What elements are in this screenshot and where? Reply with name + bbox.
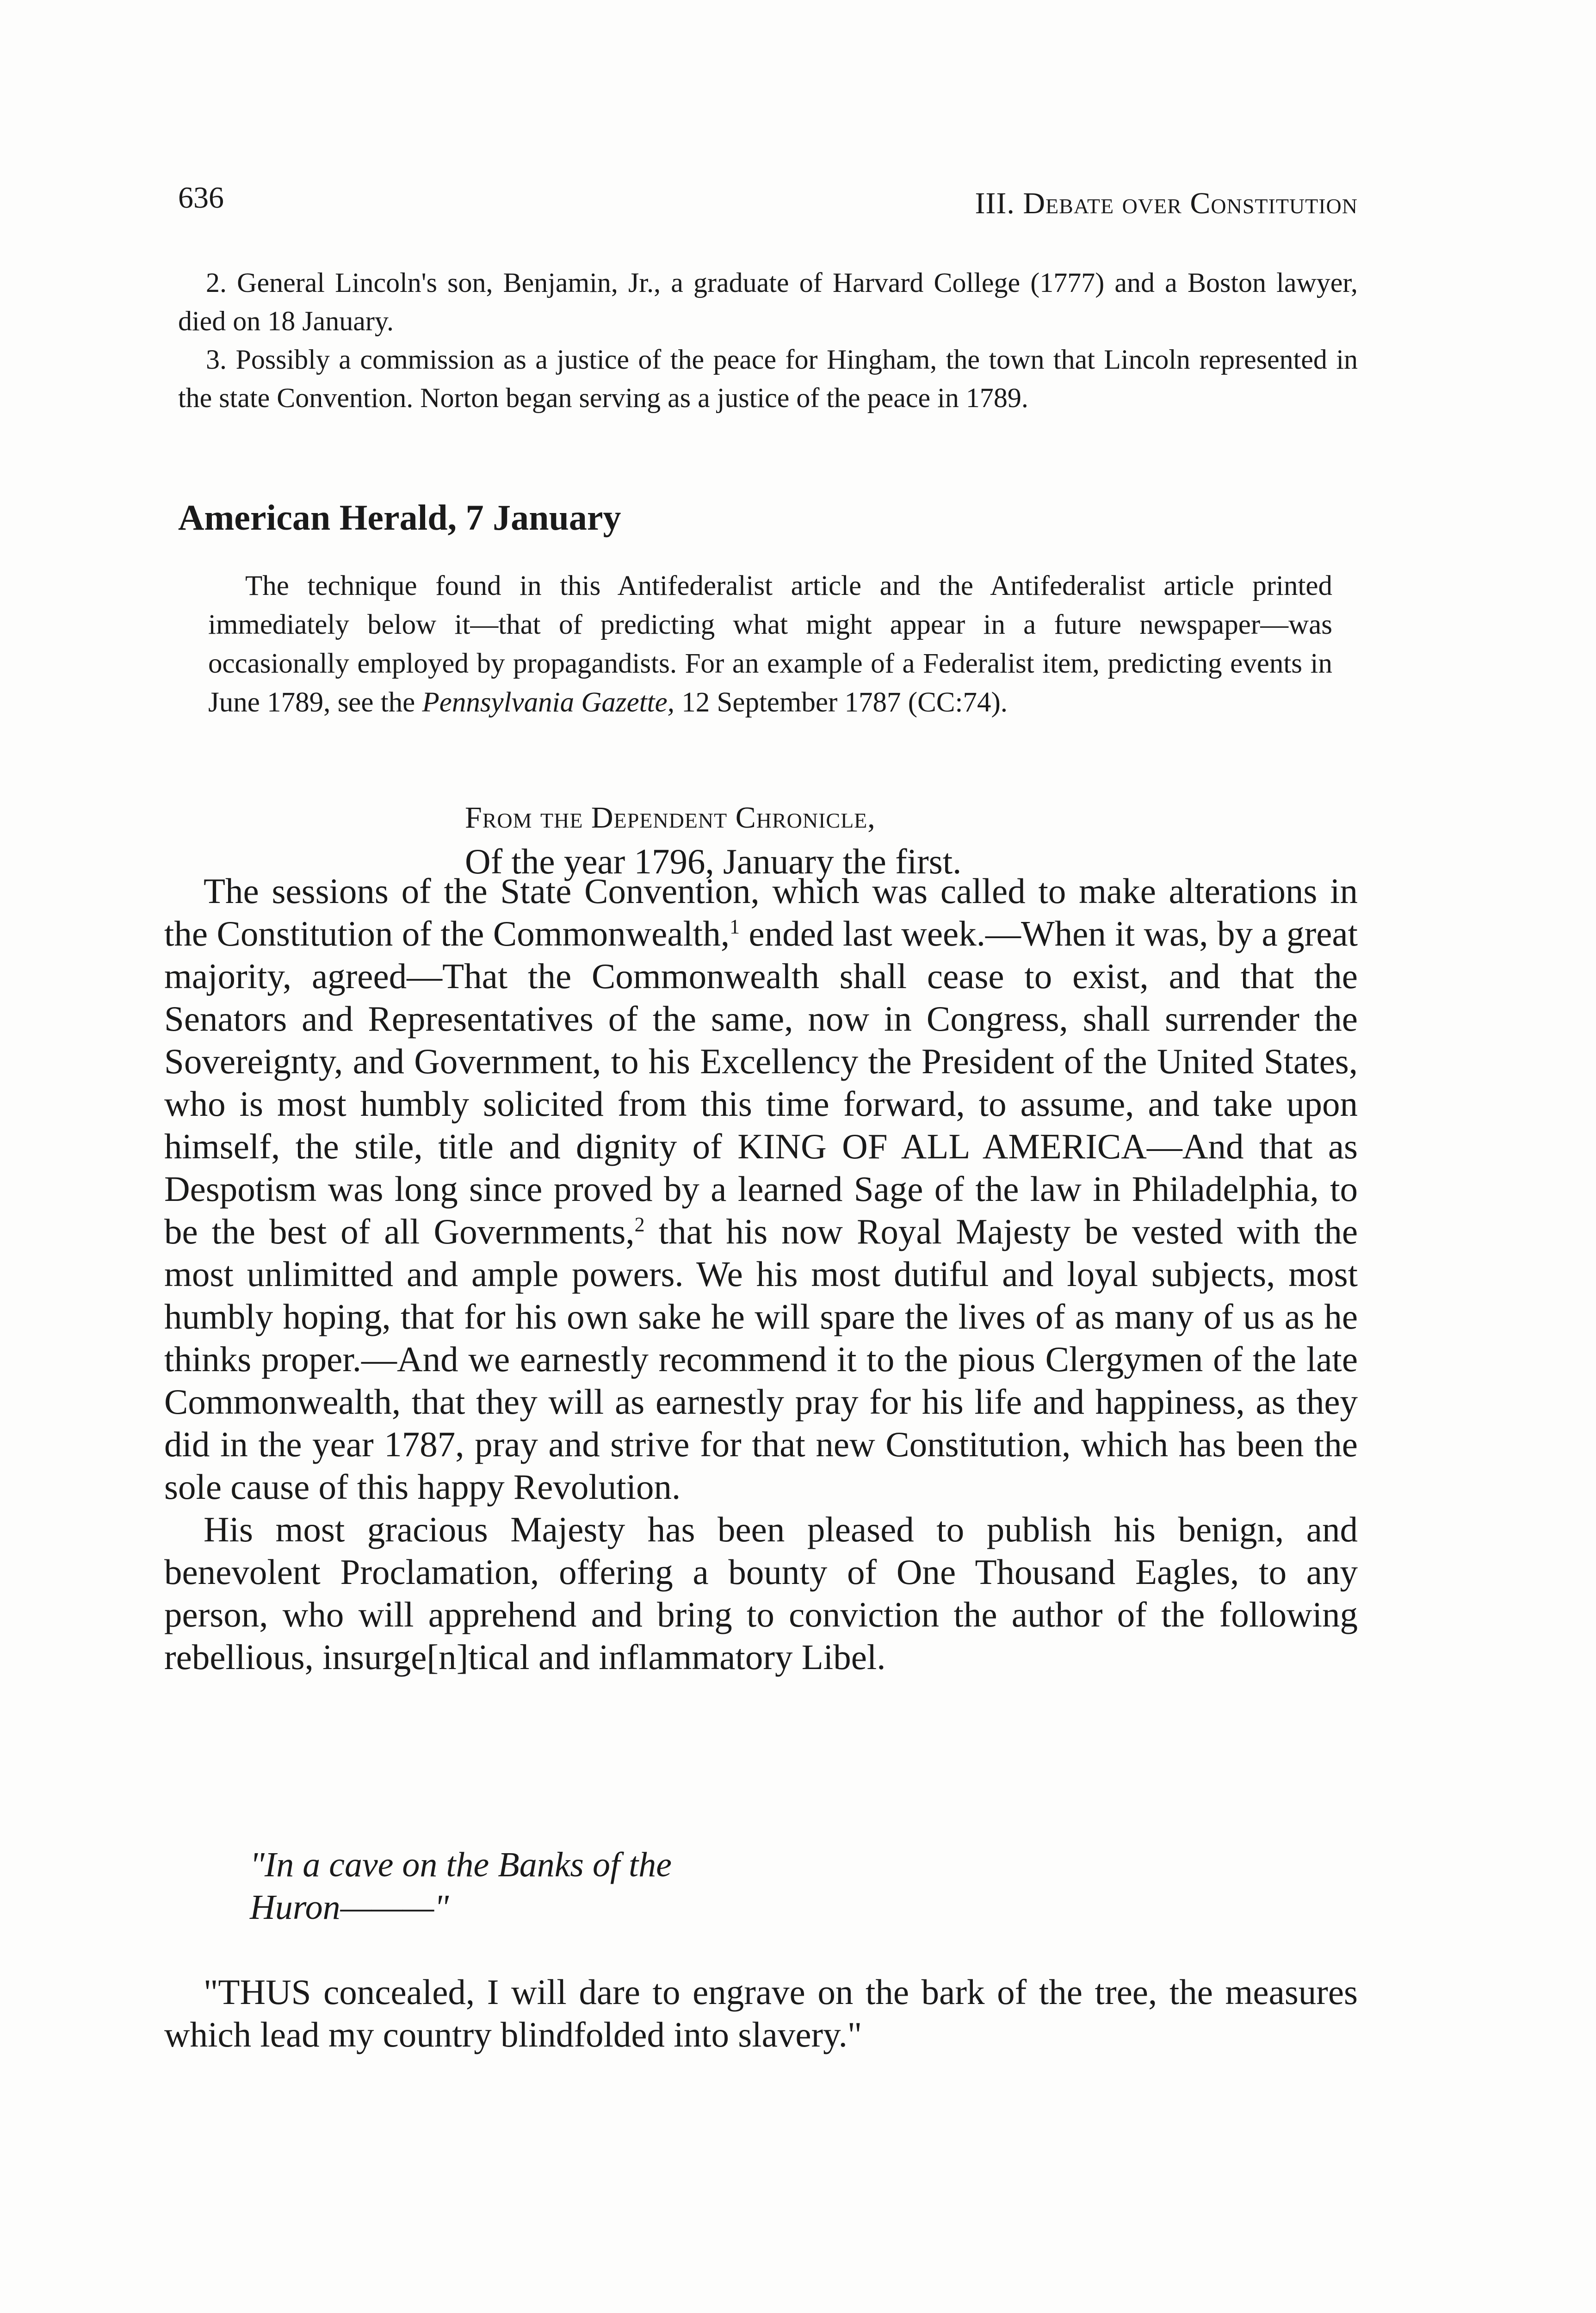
dateline-date: Of the year 1796, January the first.: [465, 841, 962, 881]
running-head: [178, 183, 1358, 234]
article-body: [164, 870, 1358, 1678]
page-number: 636: [178, 181, 224, 215]
footnote-marker-2: 2: [634, 1213, 645, 1236]
closing-quote: "THUS concealed, I will dare to engrave on the bark of the tree, the measures which lead my country blindfolded into slavery.": [164, 1972, 1358, 2054]
footnote-3: 3. Possibly a commission as a justice of the peace for Hingham, the town that Lincoln represented in the state Convention. Norton began serving as a justice of the peace in 1789.: [178, 344, 1358, 413]
body-paragraph-1-text-b: ended last week.—When it was, by a great majority, agreed—That the Commonwealth shall cease to exist, and that the Senators and Representatives of the same, now in Congress, shall surrender the Sovereignty, and Government, to his Excellency the President of the United States, who is most humbly solicited from this time forward, to assume, and take upon himself, the stile, title and dignity of KING OF ALL AMERICA—And that as Despotism was long since proved by a learned Sage of the law in Philadelphia, to be the best of all Governments,: [164, 914, 1358, 1251]
headnote-text-1: The technique found in this Antifederalist article and the Antifederalist article printed immediately below it—that of predicting what might appear in a future newspaper—was occasionally employed by propagandists. For an example of a Federalist item, predicting events in June 1789, see the: [208, 570, 1332, 718]
headnote-text-2: 12 September 1787 (CC:74).: [674, 687, 1008, 718]
body-paragraph-1: [164, 870, 1358, 1508]
verse-heading: [250, 1843, 672, 1929]
footnote-marker-1: 1: [730, 915, 740, 938]
dateline-source: From the Dependent Chronicle,: [465, 801, 876, 835]
verse-line-1: "In a cave on the Banks of the: [250, 1845, 672, 1884]
running-head-title: III. Debate over Constitution: [975, 186, 1358, 220]
verse-line-2: Huron———": [250, 1888, 449, 1927]
footnotes: [178, 264, 1358, 417]
headnote-journal-name: Pennsylvania Gazette,: [422, 687, 674, 718]
footnote-2: 2. General Lincoln's son, Benjamin, Jr., a graduate of Harvard College (1777) and a Boston lawyer, died on 18 January.: [178, 267, 1358, 336]
headnote: [208, 567, 1332, 722]
body-paragraph-1-text-a: The sessions of the State Convention, which was called to make alterations in the Constitution of the Commonwealth,: [164, 871, 1358, 953]
body-paragraph-1-text-c: that his now Royal Majesty be vested with the most unlimitted and ample powers. We his most dutiful and loyal subjects, most humbly hoping, that for his own sake he will spare the lives of as many of us as he thinks proper.—And we earnestly recommend it to the pious Clergymen of the late Commonwealth, that they will as earnestly pray for his life and happiness, as they did in the year 1787, pray and strive for that new Constitution, which has been the sole cause of this happy Revolution.: [164, 1212, 1358, 1507]
body-paragraph-2: His most gracious Majesty has been pleased to publish his benign, and benevolent Proclamation, offering a bounty of One Thousand Eagles, to any person, who will apprehend and bring to conviction the author of the following rebellious, insurge[n]tical and inflammatory Libel.: [164, 1509, 1358, 1677]
section-heading: American Herald, 7 January: [178, 497, 621, 538]
